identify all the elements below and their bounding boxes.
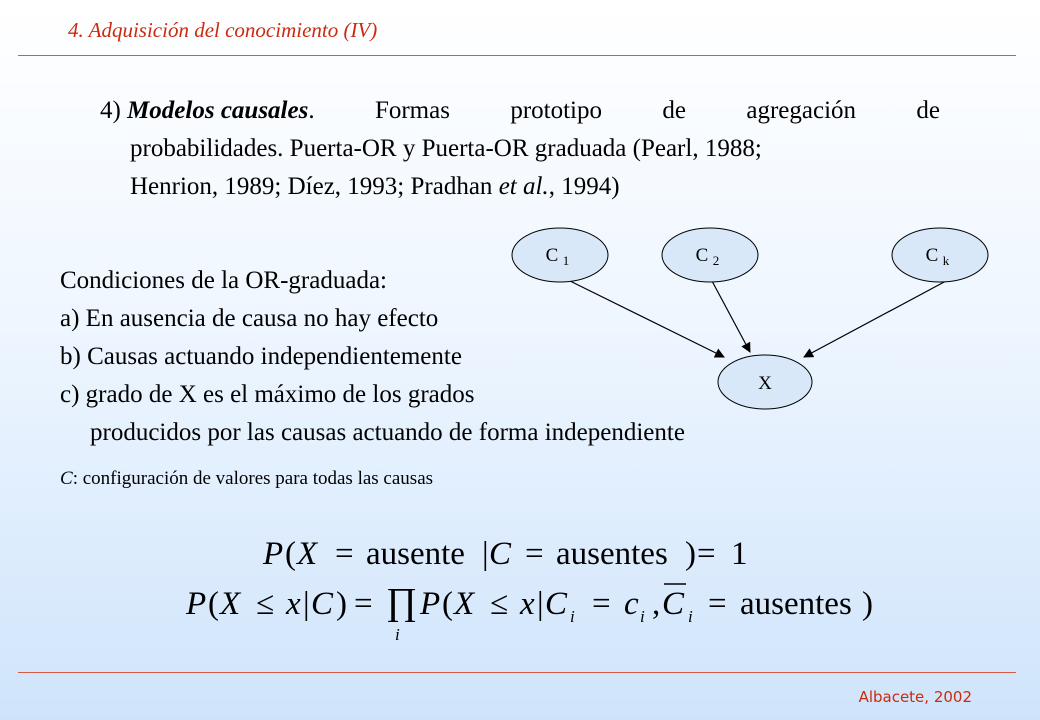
node-c2-sub: 2 <box>712 253 720 268</box>
conditions-list <box>60 262 685 452</box>
footer-text: Albacete, 2002 <box>858 688 972 706</box>
item-word: de <box>916 97 940 124</box>
subscript-i-1: i <box>570 607 575 626</box>
item-line-2: probabilidades. Puerta-OR y Puerta-OR graduada (Pearl, 1988; <box>130 135 762 162</box>
prod-index: i <box>395 625 400 644</box>
formula-1 <box>255 528 755 578</box>
node-ck <box>892 228 988 282</box>
node-c1-sub: 1 <box>562 253 570 268</box>
item-word: prototipo <box>510 97 602 124</box>
item-line-3-b: , 1994) <box>548 173 620 200</box>
item-number: 4) <box>100 97 121 124</box>
subscript-i-3: i <box>688 607 693 626</box>
node-c1-label: C <box>545 245 559 266</box>
condition-b: b) Causas actuando independientemente <box>60 343 462 370</box>
item-heading: Modelos causales <box>127 97 309 124</box>
note-line <box>60 468 433 490</box>
item-word: agregación <box>746 97 857 124</box>
item-line-3-a: Henrion, 1989; Díez, 1993; Pradhan <box>130 173 499 200</box>
node-x <box>718 355 812 409</box>
item-word: Formas <box>374 97 450 124</box>
item-line-3 <box>100 168 940 206</box>
bottom-divider <box>18 672 1016 673</box>
note-symbol: C <box>60 468 73 489</box>
item-block <box>100 92 940 206</box>
formula-2-text: P(X ≤ x|C) = ∏P(X ≤ x|C = c ,C = ausentes ) <box>186 581 873 623</box>
node-ck-label: C <box>925 245 939 266</box>
conditions-title: Condiciones de la OR-graduada: <box>60 267 387 294</box>
item-word: de <box>662 97 686 124</box>
edge-c2-x <box>712 281 750 352</box>
condition-c: c) grado de X es el máximo de los grados <box>60 381 475 408</box>
condition-a: a) En ausencia de causa no hay efecto <box>60 305 439 332</box>
formula-1-text: P(X = ausente |C = ausentes )= 1 <box>263 536 748 572</box>
slide-title: 4. Adquisición del conocimiento (IV) <box>68 18 378 42</box>
node-ck-sub: k <box>942 253 950 268</box>
condition-c-continued: producidos por las causas actuando de forma independiente <box>90 419 685 446</box>
top-divider <box>18 55 1016 56</box>
subscript-i-2: i <box>640 607 645 626</box>
edge-ck-x <box>804 281 946 357</box>
item-lead: 4) Modelos causales. <box>100 97 315 124</box>
note-text: : configuración de valores para todas las causas <box>72 468 434 489</box>
node-x-label: X <box>758 373 772 394</box>
item-line-1 <box>100 92 940 130</box>
item-line-3-italic: et al. <box>498 173 549 200</box>
formula-2 <box>178 578 878 650</box>
node-c2-label: C <box>695 245 709 266</box>
